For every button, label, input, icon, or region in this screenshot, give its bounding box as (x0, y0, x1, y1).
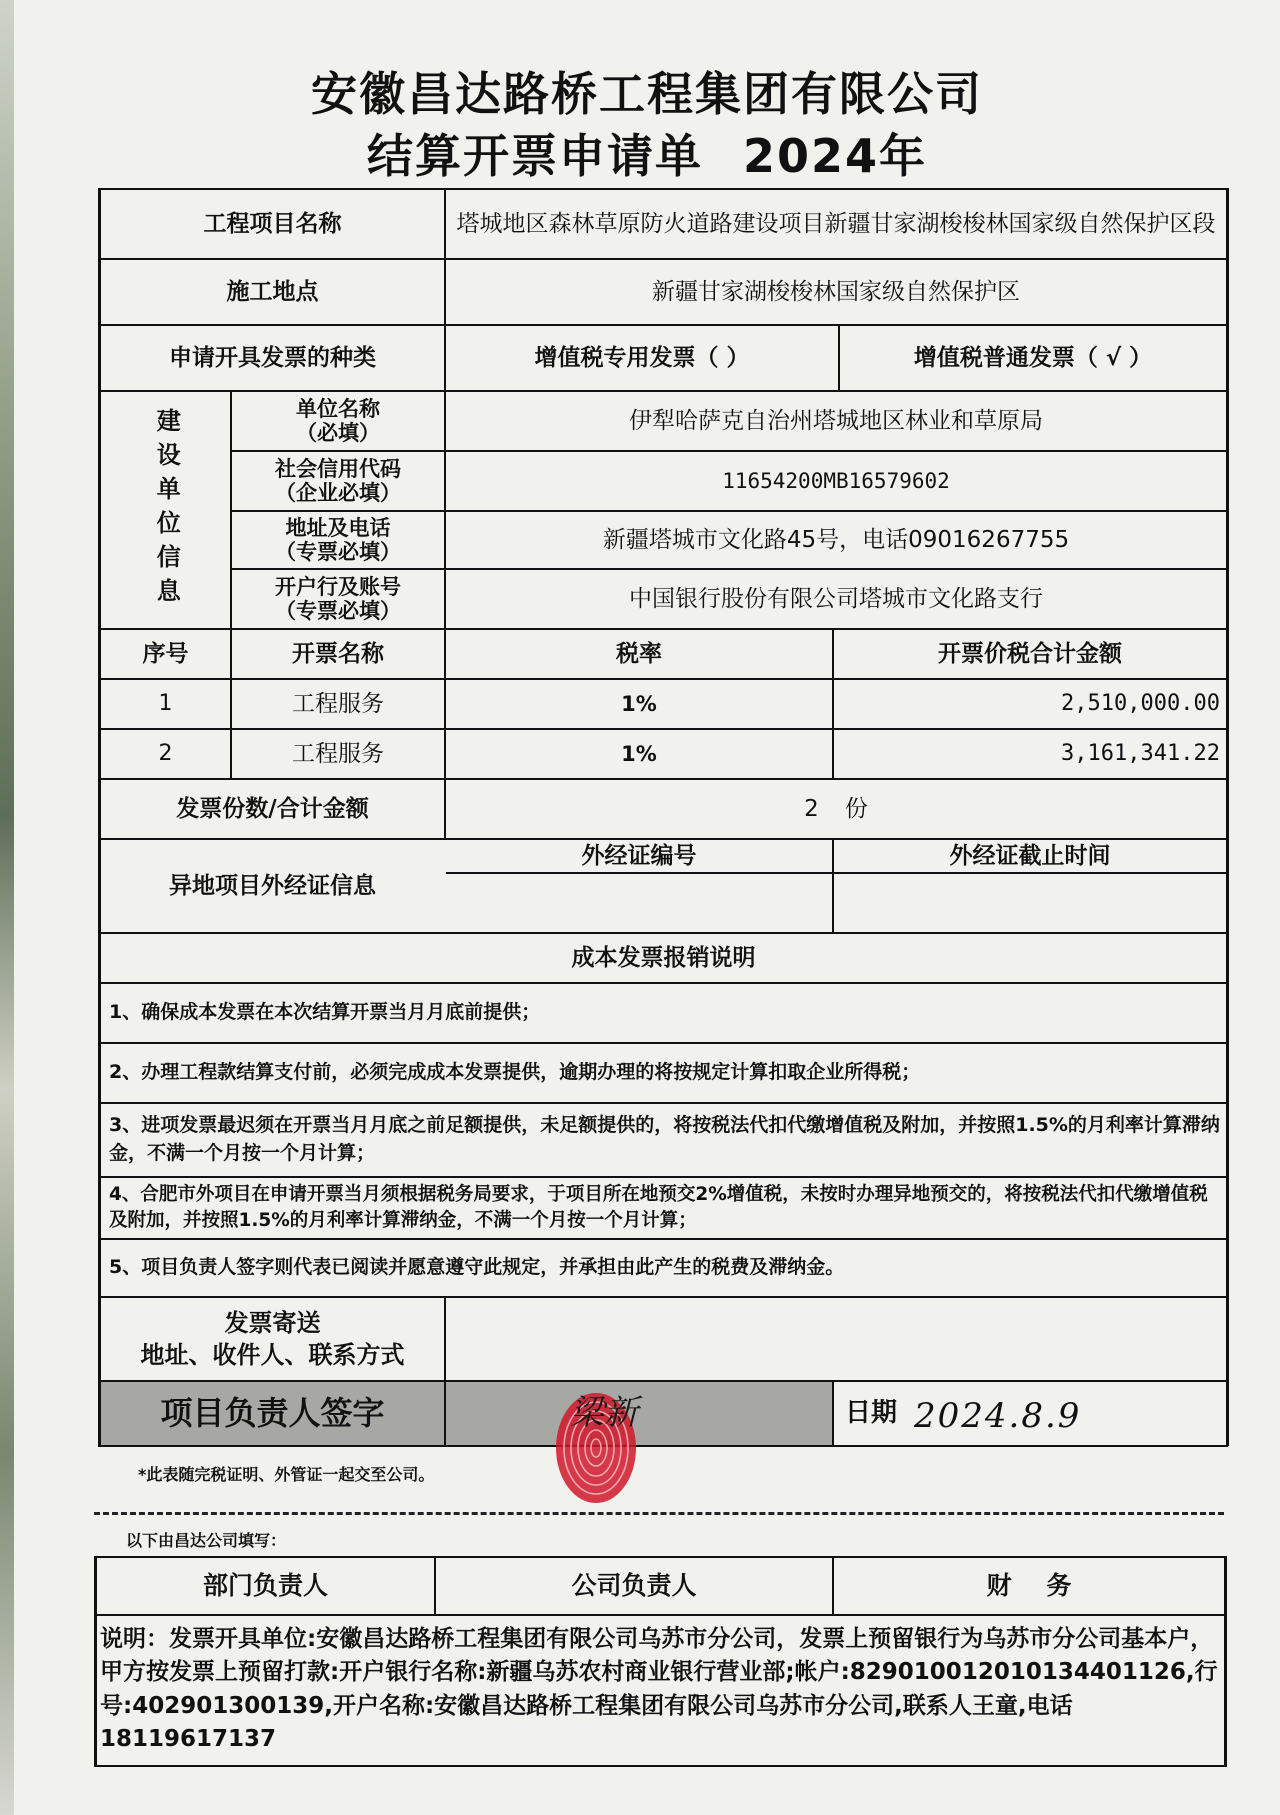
invoice-type-ordinary: 增值税普通发票（ √ ） (913, 344, 1153, 371)
date-label: 日期 (844, 1397, 897, 1428)
form-year: 2024年 (742, 129, 928, 183)
items-header-rate: 税率 (616, 640, 662, 667)
totals-count: 2 (804, 795, 819, 822)
photo-edge (0, 0, 14, 1815)
builder-row-address (232, 512, 444, 568)
builder-row-name (232, 392, 444, 450)
mailing-field[interactable] (446, 1298, 1226, 1380)
builder-group-label: 建设单位信息 (152, 408, 181, 612)
project-name-value: 塔城地区森林草原防火道路建设项目新疆甘家湖梭梭林国家级自然保护区段 (456, 210, 1216, 237)
item-amount: 2,510,000.00 (1061, 691, 1220, 717)
cost-note: 3、进项发票最迟须在开票当月月底之前足额提供，未足额提供的，将按税法代扣代缴增值税及附加，并按照1.5%的月利率计算滞纳金，不满一个月按一个月计算； (109, 1114, 1220, 1164)
builder-row-bank (232, 570, 444, 628)
builder-label: 单位名称 (296, 396, 380, 421)
invoice-application-form (14, 0, 1280, 1815)
form-title-text: 结算开票申请单 (366, 129, 703, 183)
finance-header: 财 务 (986, 1570, 1072, 1600)
offsite-number-header: 外经证编号 (581, 842, 697, 869)
items-header-amount: 开票价税合计金额 (938, 640, 1122, 667)
totals-unit: 份 (844, 795, 868, 822)
builder-sublabel: （必填） (296, 421, 380, 445)
totals-label: 发票份数/合计金额 (176, 795, 369, 822)
item-amount: 3,161,341.22 (1061, 741, 1220, 767)
builder-sublabel: （专票必填） (275, 599, 401, 623)
item-name: 工程服务 (292, 690, 384, 717)
offsite-label: 异地项目外经证信息 (169, 872, 376, 899)
cost-notes-title: 成本发票报销说明 (571, 944, 756, 971)
builder-sublabel: （专票必填） (275, 540, 401, 564)
item-rate: 1% (621, 691, 657, 716)
builder-label: 地址及电话 (285, 515, 391, 540)
dept-head-header: 部门负责人 (202, 1570, 328, 1600)
builder-sublabel: （企业必填） (275, 481, 401, 505)
builder-value: 伊犁哈萨克自治州塔城地区林业和草原局 (629, 407, 1043, 434)
invoice-type-label: 申请开具发票的种类 (169, 344, 376, 371)
mailing-label-line2: 地址、收件人、联系方式 (140, 1341, 405, 1369)
mailing-label-line1: 发票寄送 (224, 1308, 321, 1337)
offsite-number-field[interactable] (446, 874, 832, 932)
footnote: *此表随完税证明、外管证一起交至公司。 (138, 1465, 435, 1484)
company-explanation: 说明：发票开具单位:安徽昌达路桥工程集团有限公司乌苏市分公司，发票上预留银行为乌苏市分公司基本户，甲方按发票上预留打款:开户银行名称:新疆乌苏农村商业银行营业部;帐户:8290100120101344011​26,行号:402901300139,开户名称:安徽昌达路桥工程集团有限公司乌苏市分公司,联系人王童,电话18119617137 (100, 1626, 1218, 1753)
cost-note: 1、确保成本发票在本次结算开票当月月底前提供； (109, 1001, 541, 1024)
signature-name: 梁新 (570, 1393, 638, 1434)
builder-label: 社会信用代码 (275, 456, 401, 481)
company-section-caption: 以下由昌达公司填写： (126, 1531, 287, 1550)
project-name-label: 工程项目名称 (203, 210, 342, 237)
items-header-no: 序号 (142, 640, 189, 667)
company-head-header: 公司负责人 (571, 1570, 697, 1600)
builder-row-credit-code (232, 452, 444, 510)
cut-line (94, 1512, 1224, 1515)
cost-note: 5、项目负责人签字则代表已阅读并愿意遵守此规定，并承担由此产生的税费及滞纳金。 (109, 1256, 845, 1279)
totals-value (446, 780, 1226, 838)
cost-note: 4、合肥市外项目在申请开票当月须根据税务局要求，于项目所在地预交2%增值税，未按时办理异地预交的，将按税法代扣代缴增值税及附加，并按照1.5%的月利率计算滞纳金，不满一个月按一个月计算； (109, 1184, 1208, 1231)
cost-note: 2、办理工程款结算支付前，必须完成成本发票提供，逾期办理的将按规定计算扣取企业所得税； (109, 1061, 921, 1084)
builder-label: 开户行及账号 (275, 574, 401, 599)
date-value: 2024.8.9 (914, 1396, 1082, 1436)
item-no: 2 (158, 741, 173, 767)
form-title (14, 120, 1280, 186)
offsite-deadline-field[interactable] (834, 874, 1226, 932)
builder-value: 11654200MB16579602 (722, 468, 950, 493)
item-no: 1 (158, 691, 173, 717)
items-header-name: 开票名称 (292, 640, 384, 667)
builder-value: 中国银行股份有限公司塔城市文化路支行 (629, 585, 1043, 612)
signature-label: 项目负责人签字 (160, 1394, 385, 1433)
invoice-type-special: 增值税专用发票（ ） (534, 344, 750, 371)
offsite-deadline-header: 外经证截止时间 (949, 842, 1111, 869)
company-title: 安徽昌达路桥工程集团有限公司 (311, 67, 983, 121)
site-label: 施工地点 (226, 278, 319, 305)
item-name: 工程服务 (292, 740, 384, 767)
builder-value: 新疆塔城市文化路45号，电话09016267755 (602, 526, 1070, 553)
mailing-label (101, 1298, 444, 1380)
site-value: 新疆甘家湖梭梭林国家级自然保护区 (652, 278, 1020, 305)
item-rate: 1% (621, 741, 657, 766)
